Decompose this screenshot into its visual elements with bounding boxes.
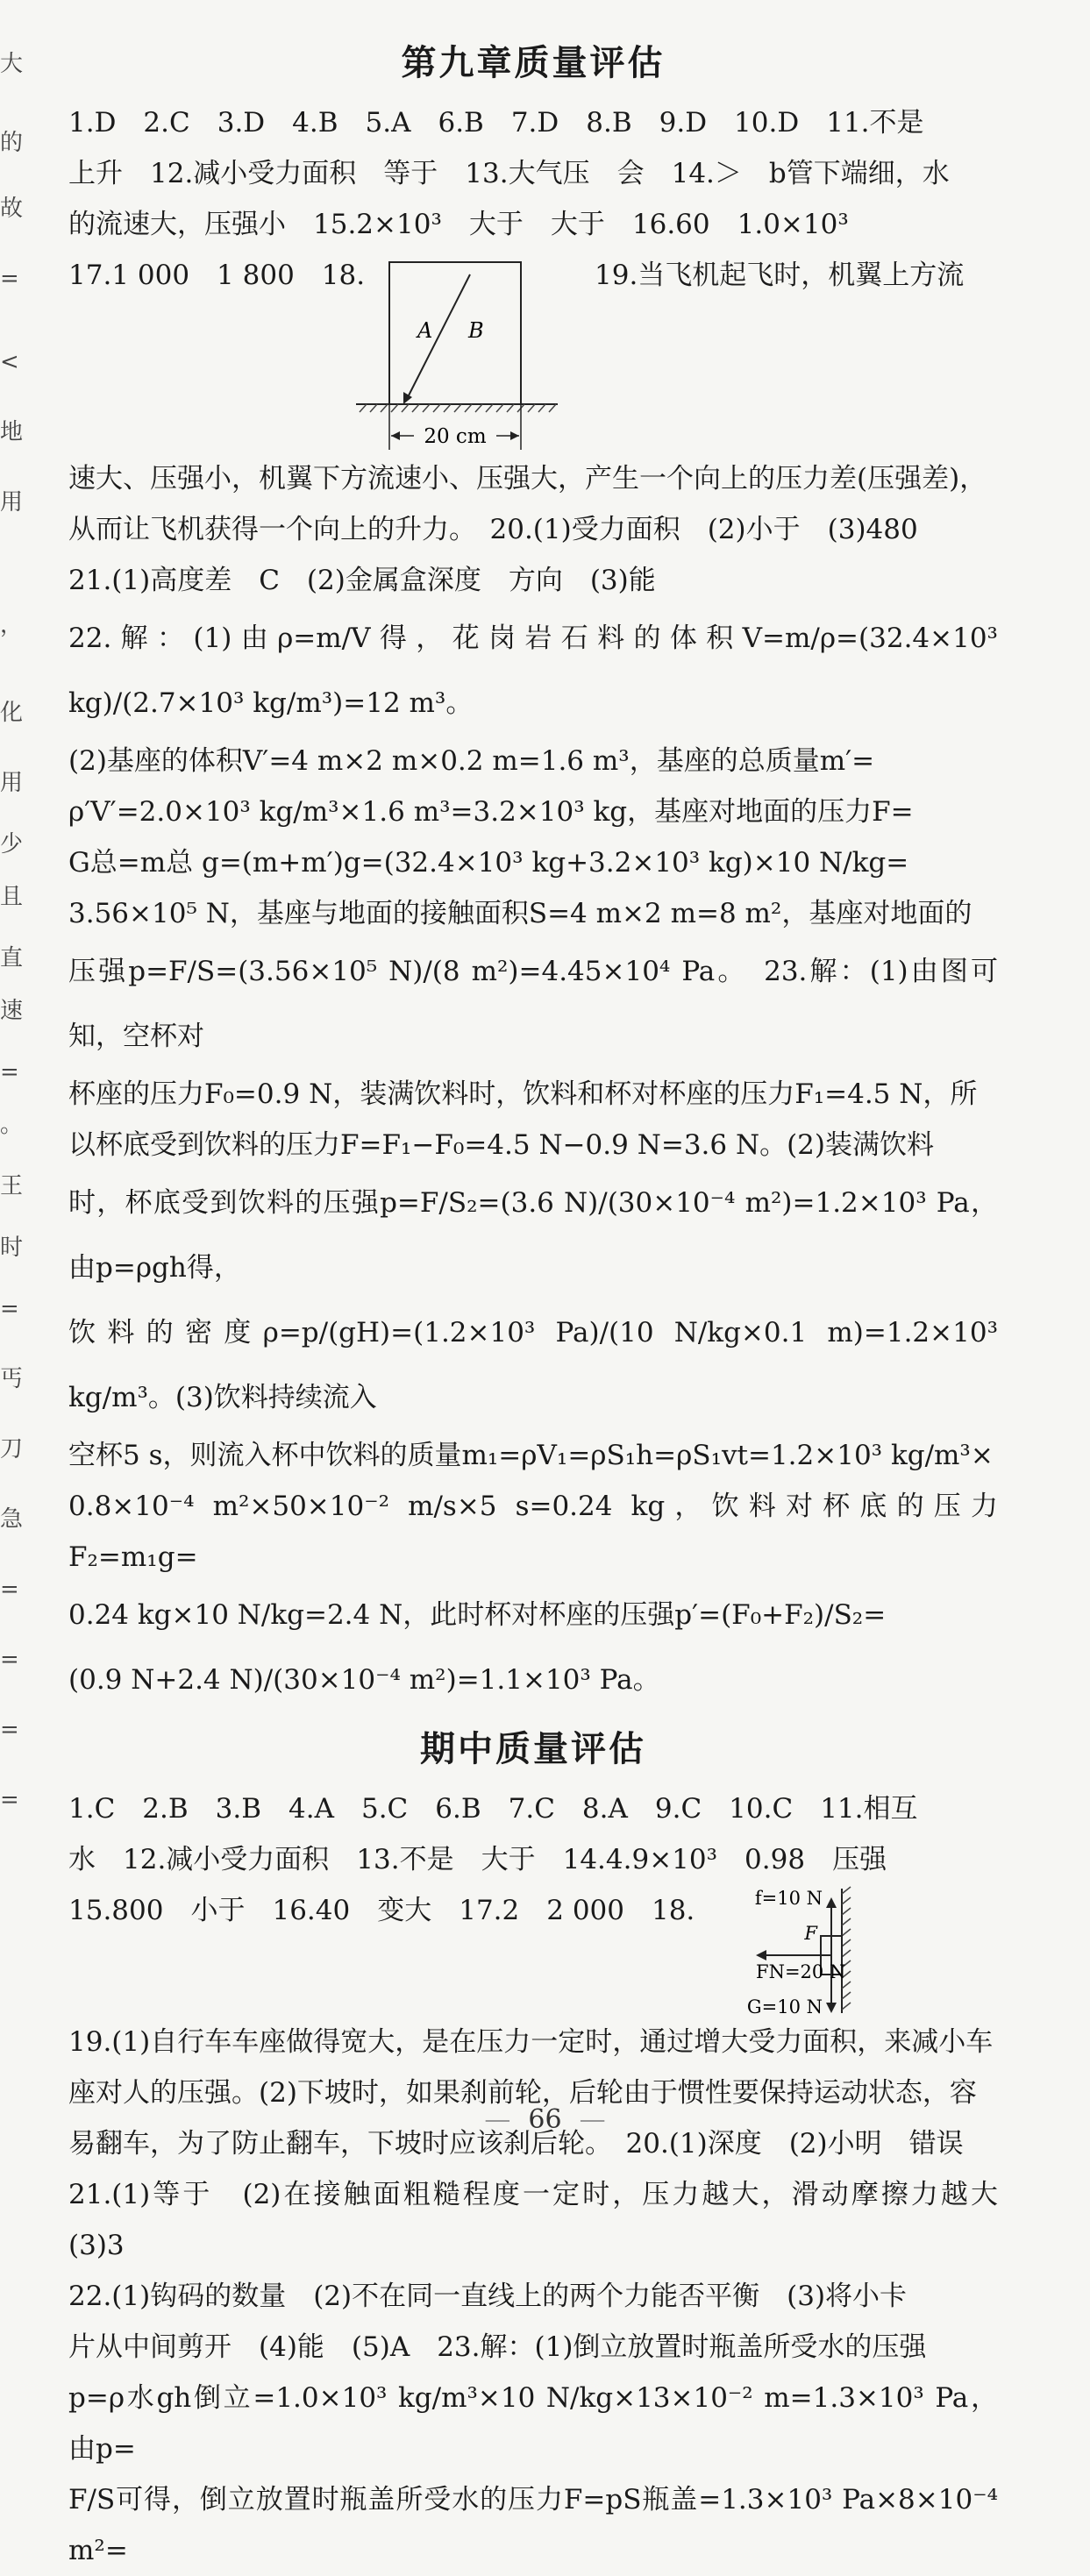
margin-char: 且 xyxy=(0,884,24,910)
midterm-title: 期中质量评估 xyxy=(420,1729,646,1769)
margin-char: 丐 xyxy=(0,1366,24,1392)
midterm-line: 座对人的压强。(2)下坡时，如果刹前轮，后轮由于惯性要保持运动状态，容 xyxy=(68,2077,977,2109)
chapter9-line: 以杯底受到饮料的压力F=F₁−F₀=4.5 N−0.9 N=3.6 N。(2)装满饮料 xyxy=(68,1129,935,1161)
margin-char: 地 xyxy=(0,419,24,445)
midterm-line: 水 12.减小受力面积 13.不是 大于 14.4.9×10³ 0.98 压强 xyxy=(68,1844,887,1875)
chapter9-line: 时，杯底受到饮料的压强p=F/S₂=(3.6 N)/(30×10⁻⁴ m²)=1.2×10³ Pa，由p=ρgh得， xyxy=(68,1187,998,1284)
midterm-figure-row xyxy=(68,1885,998,2017)
chapter9-line: 饮料的密度ρ=p/(gH)=(1.2×10³ Pa)/(10 N/kg×0.1 m)=1.2×10³ kg/m³。(3)饮料持续流入 xyxy=(68,1317,998,1413)
margin-char: 故 xyxy=(0,196,24,222)
margin-char: 。 xyxy=(0,1112,24,1138)
margin-char: 王 xyxy=(0,1173,24,1199)
margin-char: 刀 xyxy=(0,1436,24,1462)
chapter9-line: 上升 12.减小受力面积 等于 13.大气压 会 14.＞ b管下端细，水 xyxy=(68,158,950,189)
midterm-line: 易翻车，为了防止翻车，下坡时应该刹后轮。 20.(1)深度 (2)小明 错误 xyxy=(68,2128,964,2160)
gravity-label: G=10 N xyxy=(746,1996,823,2017)
chapter9-line: 21.(1)高度差 C (2)金属盒深度 方向 (3)能 xyxy=(68,565,656,596)
chapter9-line: 的流速大，压强小 15.2×10³ 大于 大于 16.60 1.0×10³ xyxy=(68,209,849,240)
chapter9-line: 压强p=F/S=(3.56×10⁵ N)/(8 m²)=4.45×10⁴ Pa。 23.解：(1)由图可知，空杯对 xyxy=(68,956,998,1052)
margin-char: 化 xyxy=(0,700,24,726)
margin-char: = xyxy=(0,1717,19,1743)
midterm-line: 22.(1)钩码的数量 (2)不在同一直线上的两个力能否平衡 (3)将小卡 xyxy=(68,2281,908,2312)
chapter9-line: 从而让飞机获得一个向上的升力。 20.(1)受力面积 (2)小于 (3)480 xyxy=(68,514,918,545)
midterm-line: 1.C 2.B 3.B 4.A 5.C 6.B 7.C 8.A 9.C 10.C 11.相互 xyxy=(68,1793,918,1825)
normal-force-label: FN=20 N xyxy=(756,1961,846,1982)
margin-char: 速 xyxy=(0,998,24,1024)
margin-char: = xyxy=(0,266,19,292)
margin-char: < xyxy=(0,349,19,375)
chapter9-line: G总=m总 g=(m+m′)g=(32.4×10³ kg+3.2×10³ kg)×10 N/kg= xyxy=(68,847,909,879)
chapter9-title: 第九章质量评估 xyxy=(401,43,666,83)
midterm-line: p=ρ水gh倒立=1.0×10³ kg/m³×10 N/kg×13×10⁻² m=1.3×10³ Pa，由p= xyxy=(68,2382,998,2465)
margin-char: 直 xyxy=(0,945,24,971)
margin-char: 的 xyxy=(0,130,24,156)
chapter9-figure-row xyxy=(68,250,998,453)
margin-char: = xyxy=(0,1787,19,1813)
midterm-line: 15.800 小于 16.40 变大 17.2 2 000 18. xyxy=(68,1895,695,1926)
margin-char: = xyxy=(0,1296,19,1322)
page-number: — 66 — xyxy=(484,2104,606,2135)
chapter9-line: 17.1 000 1 800 18. xyxy=(68,260,366,291)
figure-18-label-a: A xyxy=(417,318,433,343)
chapter9-line: 0.24 kg×10 N/kg=2.4 N，此时杯对杯座的压强p′=(F₀+F₂)/S₂= xyxy=(68,1599,887,1631)
chapter9-line: (0.9 N+2.4 N)/(30×10⁻⁴ m²)=1.1×10³ Pa。 xyxy=(68,1664,660,1696)
left-margin-bleed xyxy=(0,0,24,2241)
figure-18-width-label: 20 cm xyxy=(424,425,487,448)
answer-page xyxy=(68,35,1025,2576)
midterm-line: 19.(1)自行车车座做得宽大，是在压力一定时，通过增大受力面积，来减小车 xyxy=(68,2026,994,2058)
margin-char: 用 xyxy=(0,489,24,516)
margin-char: 用 xyxy=(0,770,24,796)
margin-char: 急 xyxy=(0,1506,24,1533)
margin-char: = xyxy=(0,1647,19,1673)
friction-label: f=10 N xyxy=(754,1888,823,1909)
margin-char: 大 xyxy=(0,51,24,77)
chapter9-line: 22.解：(1)由ρ=m/V得，花岗岩石料的体积V=m/ρ=(32.4×10³ kg)/(2.7×10³ kg/m³)=12 m³。 xyxy=(68,623,998,719)
midterm-line: 片从中间剪开 (4)能 (5)A 23.解：(1)倒立放置时瓶盖所受水的压强 xyxy=(68,2331,927,2363)
chapter9-line: 0.8×10⁻⁴ m²×50×10⁻² m/s×5 s=0.24 kg，饮料对杯底的压力F₂=m₁g= xyxy=(68,1491,998,1573)
figure-18-label-b: B xyxy=(468,318,484,343)
chapter9-line: 杯座的压力F₀=0.9 N，装满饮料时，饮料和杯对杯座的压力F₁=4.5 N，所 xyxy=(68,1078,978,1110)
figure-18-force-diagram xyxy=(682,1885,866,2017)
midterm-line: F/S可得，倒立放置时瓶盖所受水的压力F=pS瓶盖=1.3×10³ Pa×8×10⁻⁴ m²= xyxy=(68,2484,998,2566)
chapter9-line: 3.56×10⁵ N，基座与地面的接触面积S=4 m×2 m=8 m²，基座对地面的 xyxy=(68,898,972,929)
chapter9-line: 空杯5 s，则流入杯中饮料的质量m₁=ρV₁=ρS₁h=ρS₁vt=1.2×10³ kg/m³× xyxy=(68,1440,994,1471)
chapter9-line: 1.D 2.C 3.D 4.B 5.A 6.B 7.D 8.B 9.D 10.D 11.不是 xyxy=(68,107,924,139)
chapter9-line: (2)基座的体积V′=4 m×2 m×0.2 m=1.6 m³，基座的总质量m′= xyxy=(68,745,875,777)
margin-char: 时 xyxy=(0,1235,24,1261)
chapter9-line: ρ′V′=2.0×10³ kg/m³×1.6 m³=3.2×10³ kg，基座对地面的压力F= xyxy=(68,796,914,828)
midterm-line: 21.(1)等于 (2)在接触面粗糙程度一定时，压力越大，滑动摩擦力越大 (3)3 xyxy=(68,2179,1025,2261)
margin-char: 少 xyxy=(0,831,24,857)
applied-force-label: F xyxy=(804,1923,817,1944)
chapter9-line: 速大、压强小，机翼下方流速小、压强大，产生一个向上的压力差(压强差)， xyxy=(68,463,987,495)
margin-char: = xyxy=(0,1576,19,1603)
margin-char: = xyxy=(0,1059,19,1085)
figure-18-wall-diagram xyxy=(347,250,575,452)
chapter9-line: 19.当飞机起飞时，机翼上方流 xyxy=(595,260,965,291)
page-number-value: 66 xyxy=(528,2104,562,2135)
margin-char: ， xyxy=(0,612,24,638)
